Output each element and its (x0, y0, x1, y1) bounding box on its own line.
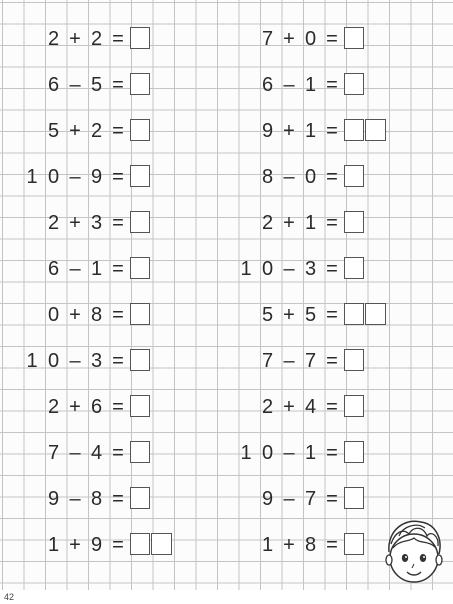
first-number: 5 (261, 304, 274, 326)
answer-box[interactable] (130, 349, 151, 371)
first-number: 6 (261, 74, 274, 96)
first-number: 2 (261, 396, 274, 418)
first-number: 8 (261, 166, 274, 188)
equals-sign: = (326, 28, 338, 50)
answer-box[interactable] (130, 27, 151, 49)
answer-box[interactable] (130, 211, 151, 233)
operator-sign: – (69, 488, 81, 510)
equals-sign: = (326, 396, 338, 418)
boy-face-icon (381, 514, 447, 584)
operator-sign: + (69, 120, 81, 142)
operator-sign: – (69, 74, 81, 96)
first-number-tens-digit: 1 (26, 166, 38, 188)
equals-sign: = (326, 74, 338, 96)
equals-sign: = (112, 350, 124, 372)
equals-sign: = (112, 166, 124, 188)
operator-sign: – (283, 166, 295, 188)
equals-sign: = (326, 442, 338, 464)
operator-sign: + (283, 28, 295, 50)
second-number: 1 (304, 442, 317, 464)
equals-sign: = (112, 212, 124, 234)
answer-box[interactable] (130, 73, 151, 95)
answer-box[interactable] (365, 119, 386, 141)
equals-sign: = (326, 534, 338, 556)
answer-box[interactable] (151, 533, 172, 555)
second-number: 7 (304, 488, 317, 510)
second-number: 9 (90, 166, 103, 188)
equals-sign: = (326, 258, 338, 280)
answer-box[interactable] (344, 27, 365, 49)
answer-box[interactable] (130, 487, 151, 509)
first-number-ones-digit: 0 (47, 166, 60, 188)
first-number-tens-digit: 1 (240, 442, 252, 464)
answer-box[interactable] (344, 73, 365, 95)
second-number: 0 (304, 28, 317, 50)
first-number-ones-digit: 0 (261, 258, 274, 280)
second-number: 2 (90, 28, 103, 50)
first-number: 7 (47, 442, 60, 464)
first-number: 9 (47, 488, 60, 510)
answer-box[interactable] (344, 395, 365, 417)
equals-sign: = (112, 488, 124, 510)
equals-sign: = (326, 212, 338, 234)
first-number: 2 (47, 28, 60, 50)
first-number: 5 (47, 120, 60, 142)
second-number: 1 (304, 212, 317, 234)
equals-sign: = (326, 166, 338, 188)
page-number: 42 (4, 592, 15, 602)
operator-sign: – (283, 258, 295, 280)
first-number: 7 (261, 28, 274, 50)
second-number: 4 (304, 396, 317, 418)
operator-sign: – (283, 350, 295, 372)
second-number: 5 (304, 304, 317, 326)
first-number: 9 (261, 120, 274, 142)
first-number: 6 (47, 258, 60, 280)
first-number-tens-digit: 1 (240, 258, 252, 280)
equals-sign: = (112, 396, 124, 418)
second-number: 2 (90, 120, 103, 142)
answer-box[interactable] (130, 119, 151, 141)
answer-box[interactable] (344, 533, 365, 555)
second-number: 6 (90, 396, 103, 418)
operator-sign: + (283, 304, 295, 326)
operator-sign: – (69, 166, 81, 188)
operator-sign: + (69, 212, 81, 234)
answer-box[interactable] (130, 441, 151, 463)
answer-box[interactable] (130, 533, 151, 555)
equals-sign: = (112, 442, 124, 464)
operator-sign: – (69, 350, 81, 372)
second-number: 8 (90, 304, 103, 326)
equals-sign: = (112, 258, 124, 280)
equals-sign: = (326, 350, 338, 372)
second-number: 4 (90, 442, 103, 464)
first-number: 2 (261, 212, 274, 234)
equals-sign: = (112, 304, 124, 326)
answer-box[interactable] (344, 487, 365, 509)
second-number: 8 (90, 488, 103, 510)
first-number-tens-digit: 1 (26, 350, 38, 372)
answer-box[interactable] (344, 303, 365, 325)
first-number: 2 (47, 212, 60, 234)
first-number: 1 (261, 534, 274, 556)
answer-box[interactable] (344, 257, 365, 279)
first-number-ones-digit: 0 (261, 442, 274, 464)
second-number: 3 (304, 258, 317, 280)
operator-sign: – (283, 488, 295, 510)
operator-sign: + (69, 534, 81, 556)
second-number: 9 (90, 534, 103, 556)
answer-box[interactable] (130, 257, 151, 279)
first-number: 1 (47, 534, 60, 556)
operator-sign: + (69, 28, 81, 50)
operator-sign: + (283, 120, 295, 142)
answer-box[interactable] (344, 349, 365, 371)
equals-sign: = (112, 120, 124, 142)
equals-sign: = (326, 120, 338, 142)
operator-sign: + (283, 534, 295, 556)
answer-box[interactable] (130, 395, 151, 417)
equals-sign: = (112, 74, 124, 96)
first-number: 6 (47, 74, 60, 96)
second-number: 1 (304, 120, 317, 142)
operator-sign: + (69, 396, 81, 418)
first-number: 9 (261, 488, 274, 510)
second-number: 0 (304, 166, 317, 188)
operator-sign: + (69, 304, 81, 326)
operator-sign: – (283, 442, 295, 464)
answer-box[interactable] (344, 165, 365, 187)
first-number-ones-digit: 0 (47, 350, 60, 372)
second-number: 3 (90, 212, 103, 234)
answer-box[interactable] (344, 119, 365, 141)
first-number: 2 (47, 396, 60, 418)
equals-sign: = (326, 304, 338, 326)
second-number: 8 (304, 534, 317, 556)
operator-sign: + (283, 212, 295, 234)
first-number: 7 (261, 350, 274, 372)
equals-sign: = (326, 488, 338, 510)
answer-box[interactable] (365, 303, 386, 325)
second-number: 5 (90, 74, 103, 96)
operator-sign: – (69, 442, 81, 464)
answer-box[interactable] (130, 303, 151, 325)
second-number: 1 (304, 74, 317, 96)
operator-sign: + (283, 396, 295, 418)
answer-box[interactable] (130, 165, 151, 187)
equals-sign: = (112, 28, 124, 50)
second-number: 3 (90, 350, 103, 372)
first-number: 0 (47, 304, 60, 326)
operator-sign: – (283, 74, 295, 96)
answer-box[interactable] (344, 441, 365, 463)
equals-sign: = (112, 534, 124, 556)
second-number: 7 (304, 350, 317, 372)
operator-sign: – (69, 258, 81, 280)
answer-box[interactable] (344, 211, 365, 233)
second-number: 1 (90, 258, 103, 280)
